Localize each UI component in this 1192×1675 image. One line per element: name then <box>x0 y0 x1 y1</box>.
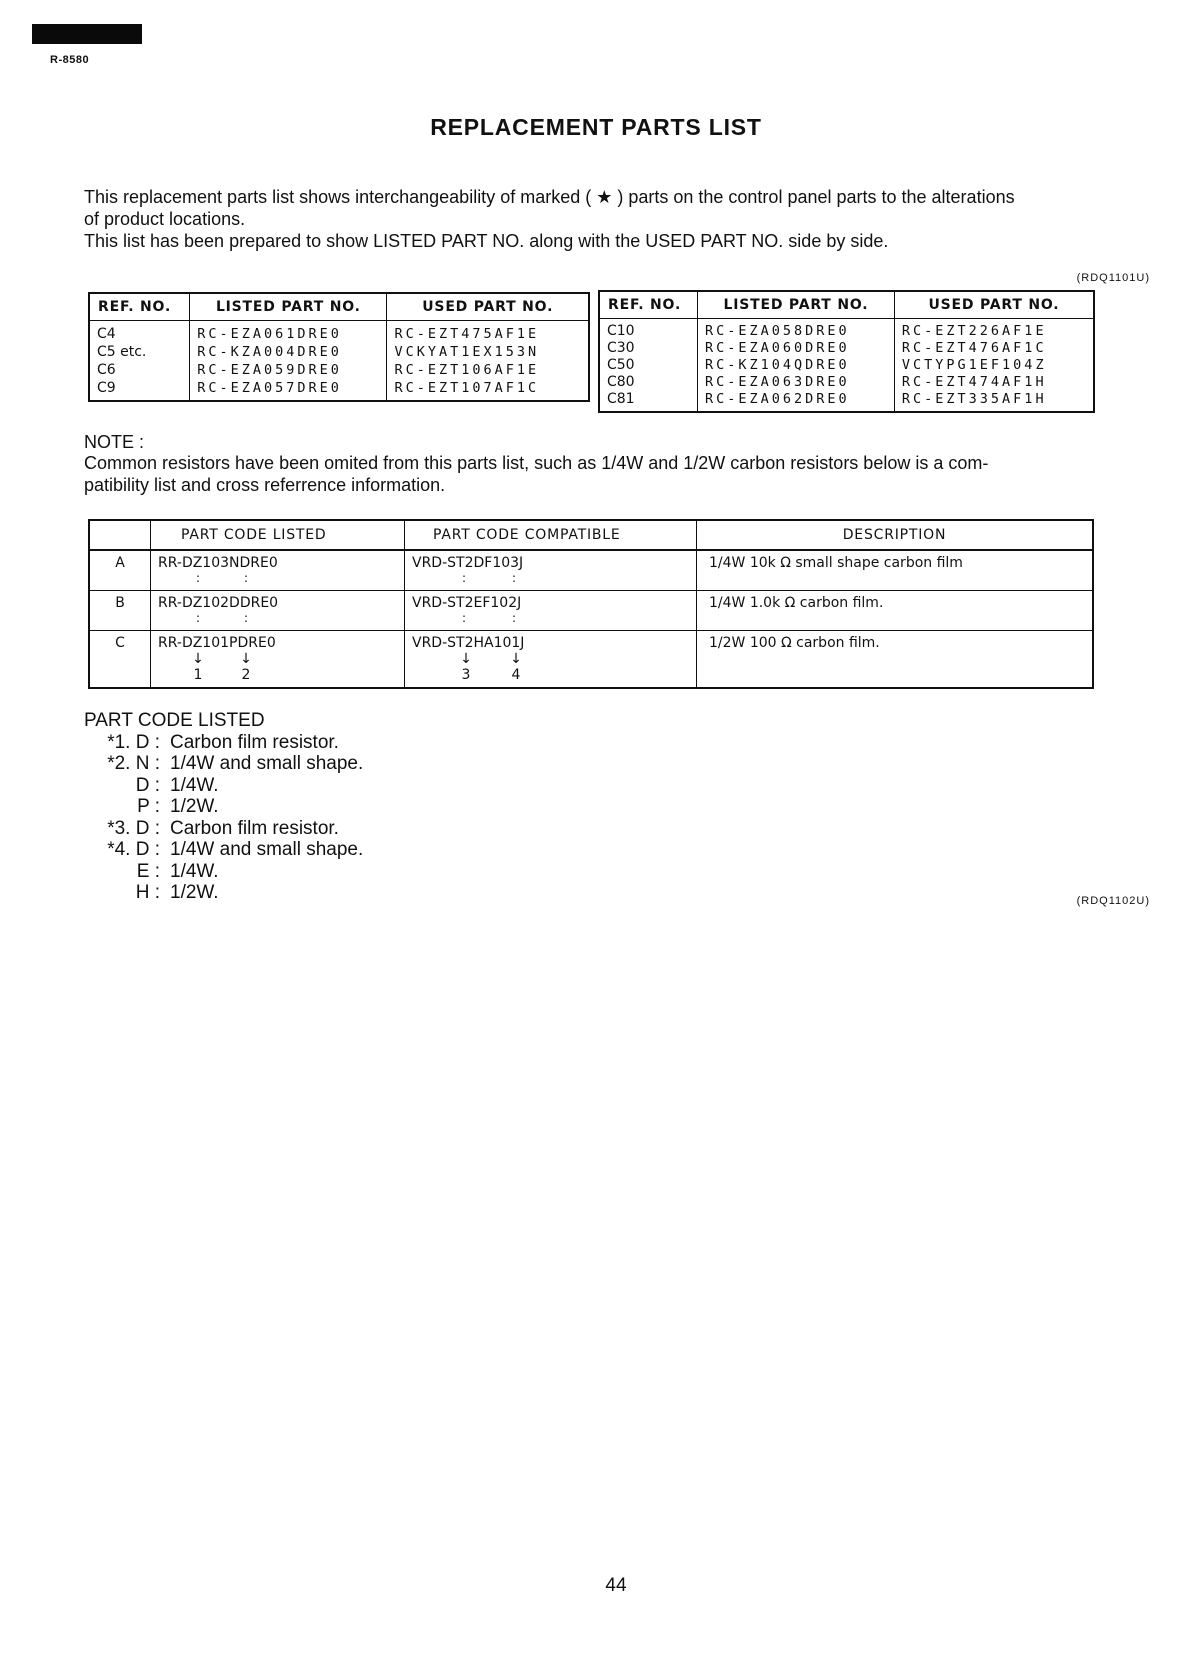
used-cell: RC-EZT106AF1E <box>394 362 540 378</box>
used-cell: RC-EZT475AF1E <box>394 326 540 342</box>
doc-code-top: (RDQ1101U) <box>1076 272 1150 284</box>
table-row <box>89 590 1093 630</box>
marker-2: 2 <box>241 666 251 683</box>
listed-cell <box>151 630 405 688</box>
legend-text: 1/4W and small shape. <box>170 753 364 774</box>
header-used-part-no: USED PART NO. <box>894 291 1094 319</box>
listed-cell: RC-EZA063DRE0 <box>704 374 850 390</box>
page-title: REPLACEMENT PARTS LIST <box>430 114 762 140</box>
compatible-code: VRD-ST2EF102J <box>412 594 522 611</box>
intro-line-3: This list has been prepared to show LISTED PART NO. along with the USED PART NO. side by side. <box>84 231 889 251</box>
row-label: A <box>89 550 151 590</box>
header-blank <box>89 520 151 550</box>
header-part-code-listed: PART CODE LISTED <box>151 520 405 550</box>
arrow-down-icon: ↓ <box>460 650 472 667</box>
compatible-cell <box>405 590 697 630</box>
listed-cell: RC-KZA004DRE0 <box>197 344 342 360</box>
parts-table-right <box>598 290 1095 413</box>
listed-cell: RC-EZA059DRE0 <box>197 362 342 378</box>
ref-cell: C30 <box>607 340 635 356</box>
dot-marker: : <box>512 610 517 625</box>
listed-cell: RC-EZA058DRE0 <box>704 323 850 339</box>
ref-column <box>599 319 697 413</box>
intro-paragraph <box>84 186 1164 252</box>
compatibility-table <box>88 519 1094 689</box>
legend-text: 1/4W and small shape. <box>170 839 364 860</box>
intro-line-1: This replacement parts list shows interchangeability of marked ( ★ ) parts on the control panel parts to the alterations <box>84 187 1015 207</box>
intro-line-2: of product locations. <box>84 209 246 229</box>
legend-text: 1/2W. <box>170 882 219 903</box>
header-used-part-no: USED PART NO. <box>387 293 589 321</box>
note-line-1: Common resistors have been omited from this parts list, such as 1/4W and 1/2W carbon resistors below is a com- <box>84 453 989 473</box>
arrow-down-icon: ↓ <box>510 650 522 667</box>
marker-3: 3 <box>461 666 471 683</box>
description-cell: 1/2W 100 Ω carbon film. <box>709 634 880 651</box>
legend-item <box>84 796 363 818</box>
ref-cell: C50 <box>607 357 635 373</box>
used-column <box>894 319 1094 413</box>
listed-cell <box>151 550 405 590</box>
row-label: C <box>89 630 151 688</box>
legend-text: 1/4W. <box>170 860 219 882</box>
listed-cell: RC-EZA061DRE0 <box>197 326 342 342</box>
dot-marker: : <box>512 571 517 585</box>
used-cell: RC-EZT474AF1H <box>901 374 1047 390</box>
table-header-row <box>89 520 1093 550</box>
dot-marker: : <box>196 610 201 625</box>
legend-item <box>84 732 363 754</box>
ref-column <box>89 321 190 402</box>
header-black-bar <box>32 24 142 44</box>
legend-key: *1. D : <box>107 731 160 753</box>
dot-marker: : <box>244 610 249 625</box>
legend-key: D : <box>135 774 160 796</box>
table-header-row <box>599 291 1094 319</box>
compatible-code: VRD-ST2DF103J <box>412 555 524 571</box>
ref-cell: C6 <box>97 362 116 378</box>
legend-text: Carbon film resistor. <box>170 731 339 753</box>
row-label: B <box>89 590 151 630</box>
table-header-row <box>89 293 589 321</box>
ref-cell: C81 <box>607 391 635 407</box>
description-cell: 1/4W 10k Ω small shape carbon film <box>697 550 1094 590</box>
header-listed-part-no: LISTED PART NO. <box>697 291 894 319</box>
used-cell: RC-EZT476AF1C <box>901 340 1047 356</box>
ref-cell: C80 <box>607 374 635 390</box>
legend-key: *2. N : <box>107 753 160 774</box>
used-cell: RC-EZT335AF1H <box>901 391 1047 407</box>
header-listed-part-no: LISTED PART NO. <box>190 293 387 321</box>
dot-marker: : <box>196 571 201 585</box>
legend-item <box>84 818 363 840</box>
legend-text: 1/4W. <box>170 774 219 796</box>
listed-cell: RC-KZ104QDRE0 <box>704 357 850 373</box>
table-body <box>89 321 589 402</box>
note-line-2: patibility list and cross referrence information. <box>84 475 446 495</box>
header-ref-no: REF. NO. <box>89 293 190 321</box>
page-number: 44 <box>605 1575 627 1596</box>
listed-code: RR-DZ102DDRE0 <box>158 594 279 611</box>
ref-cell: C4 <box>97 326 116 342</box>
used-cell: RC-EZT226AF1E <box>901 323 1047 339</box>
part-code-legend <box>84 710 363 904</box>
legend-item <box>84 882 363 904</box>
legend-text: 1/2W. <box>170 796 219 817</box>
marker-4: 4 <box>511 666 521 683</box>
ref-cell: C10 <box>607 323 635 339</box>
legend-key: *3. D : <box>107 817 160 839</box>
marker-1: 1 <box>193 666 203 683</box>
header-part-code-compatible: PART CODE COMPATIBLE <box>405 520 697 550</box>
legend-text: Carbon film resistor. <box>170 817 339 839</box>
listed-column <box>697 319 894 413</box>
used-cell: VCTYPG1EF104Z <box>901 357 1047 373</box>
dot-marker: : <box>462 610 467 625</box>
listed-code: RR-DZ101PDRE0 <box>158 634 276 651</box>
ref-cell: C9 <box>97 380 116 396</box>
used-column <box>387 321 589 402</box>
doc-code-bottom: (RDQ1102U) <box>1076 895 1150 907</box>
listed-cell: RC-EZA057DRE0 <box>197 380 342 396</box>
listed-cell: RC-EZA060DRE0 <box>704 340 850 356</box>
ref-cell: C5 etc. <box>97 344 147 360</box>
used-cell: VCKYAT1EX153N <box>394 344 540 360</box>
legend-key: *4. D : <box>107 839 160 860</box>
arrow-down-icon: ↓ <box>192 650 204 667</box>
arrow-down-icon: ↓ <box>240 650 252 667</box>
table-row <box>89 550 1093 590</box>
note-heading: NOTE : <box>84 432 145 452</box>
dot-marker: : <box>462 571 467 585</box>
legend-item <box>84 839 363 861</box>
listed-cell <box>151 590 405 630</box>
listed-code: RR-DZ103NDRE0 <box>158 555 278 571</box>
legend-heading: PART CODE LISTED <box>84 710 265 731</box>
dot-marker: : <box>244 571 249 585</box>
description-cell: 1/4W 1.0k Ω carbon film. <box>697 590 1094 630</box>
table-body <box>599 319 1094 413</box>
legend-key: P : <box>137 796 160 817</box>
note-text <box>84 452 1164 496</box>
model-number: R-8580 <box>50 54 90 66</box>
listed-column <box>190 321 387 402</box>
compatible-cell <box>405 550 697 590</box>
compatible-cell <box>405 630 697 688</box>
legend-key: H : <box>135 882 160 903</box>
header-ref-no: REF. NO. <box>599 291 697 319</box>
legend-item <box>84 775 363 797</box>
table-row <box>89 630 1093 688</box>
legend-item <box>84 861 363 883</box>
compatible-code: VRD-ST2HA101J <box>412 634 525 651</box>
parts-table-left <box>88 292 590 402</box>
listed-cell: RC-EZA062DRE0 <box>704 391 850 407</box>
legend-key: E : <box>136 860 160 882</box>
legend-item <box>84 753 363 775</box>
used-cell: RC-EZT107AF1C <box>394 380 540 396</box>
header-description: DESCRIPTION <box>697 520 1094 550</box>
